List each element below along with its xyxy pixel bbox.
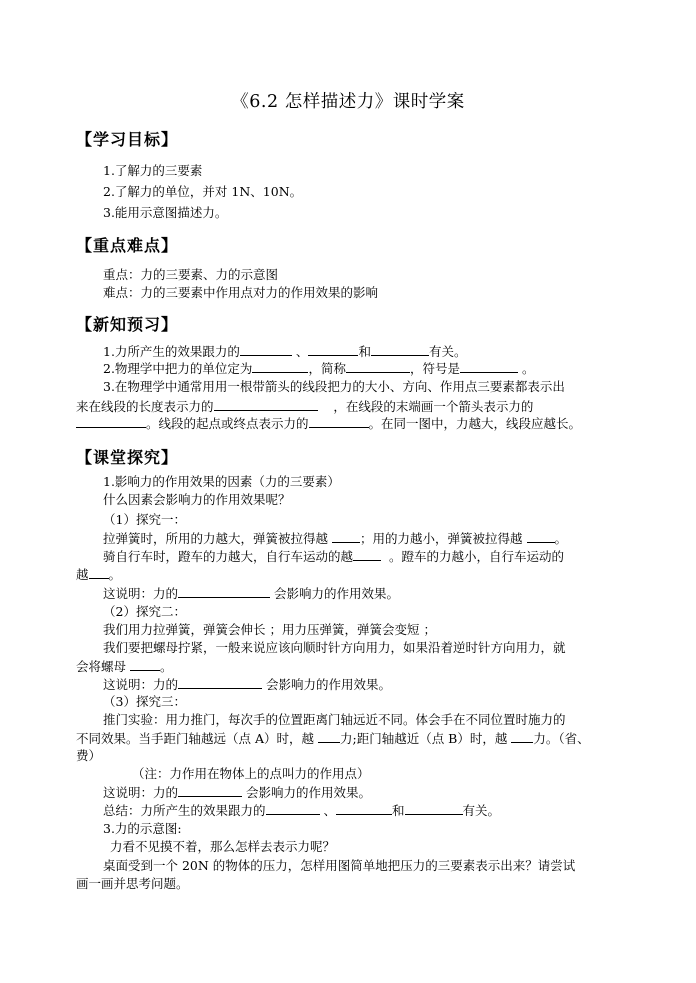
text: 力。（省、: [533, 731, 590, 746]
answer-blank[interactable]: [511, 729, 533, 743]
q2-text-b: ，简称: [308, 361, 346, 376]
text: 会影响力的作用效果。: [274, 586, 400, 601]
answer-blank[interactable]: [336, 801, 392, 815]
answer-blank[interactable]: [460, 359, 518, 373]
q3-text-b: ，在线段的末端画一个箭头表示力的: [333, 399, 534, 414]
q1-text-c: 和: [358, 344, 371, 359]
answer-blank[interactable]: [353, 547, 381, 561]
q2-text-a: 2.物理学中把力的单位定为: [103, 361, 253, 376]
text: 不同效果。当手距门轴越远（点 A）时，越: [76, 731, 315, 746]
text: 会将螺母: [76, 659, 127, 674]
text: ；用的力越小，弹簧被拉得越: [360, 531, 523, 546]
explore-line: 力看不见摸不着，那么怎样去表示力呢？: [110, 839, 336, 854]
answer-blank[interactable]: [130, 657, 160, 671]
section-heading-explore: 【课堂探究】: [76, 448, 179, 467]
text: 有关。: [462, 803, 501, 818]
answer-blank[interactable]: [346, 359, 410, 373]
answer-blank[interactable]: [309, 414, 369, 428]
answer-blank[interactable]: [318, 729, 340, 743]
explore-line: 1.影响力的作用效果的因素（力的三要素）: [103, 474, 340, 489]
text: 这说明：力的: [103, 586, 179, 601]
explore-3-line: 推门实验：用力推门，每次手的位置距离门轴远近不同。体会手在不同位置时施力的: [103, 712, 566, 727]
goal-item: 1.了解力的三要素: [103, 163, 203, 178]
answer-blank[interactable]: [308, 342, 358, 356]
answer-blank[interactable]: [89, 565, 109, 579]
explore-1-label: （1）探究一：: [103, 512, 186, 527]
section-heading-goals: 【学习目标】: [76, 130, 179, 149]
answer-blank[interactable]: [527, 529, 555, 543]
text: 会影响力的作用效果。: [266, 677, 392, 692]
explore-3-note: （注：力作用在物体上的点叫力的作用点）: [132, 766, 370, 781]
q1-text-a: 1.力所产生的效果跟力的: [103, 344, 240, 359]
text: 总结：力所产生的效果跟力的: [103, 803, 266, 818]
answer-blank[interactable]: [178, 675, 262, 689]
answer-blank[interactable]: [214, 397, 318, 411]
goal-item: 3.能用示意图描述力。: [103, 205, 228, 220]
explore-line: 画一画并思考问题。: [76, 876, 189, 891]
explore-line: 什么因素会影响力的作用效果呢？: [103, 492, 291, 507]
preview-q3-line1: 3.在物理学中通常用用一根带箭头的线段把力的大小、方向、作用点三要素都表示出: [103, 379, 565, 394]
answer-blank[interactable]: [240, 342, 292, 356]
text: 。: [554, 531, 568, 546]
explore-2-line: 我们要把螺母拧紧，一般来说应该向顺时针方向用力，如果沿着逆时针方向用力，就: [103, 640, 566, 655]
section-heading-key: 【重点难点】: [76, 236, 179, 255]
answer-blank[interactable]: [178, 584, 270, 598]
text: 。蹬车的力越小，自行车运动的: [388, 549, 564, 564]
goal-item: 2.了解力的单位，并对 1N、10N。: [103, 184, 303, 199]
explore-summary: [103, 801, 500, 820]
preview-q3-line3: [76, 414, 581, 433]
explore-line: 桌面受到一个 20N 的物体的压力，怎样用图简单地把压力的三要素表示出来？请尝试: [103, 858, 576, 873]
explore-2-nut: [76, 657, 173, 676]
explore-3-label: （3）探究三：: [103, 694, 186, 709]
text: 。: [160, 659, 173, 674]
explore-2-line: 我们用力拉弹簧，弹簧会伸长 ；用力压弹簧，弹簧会变短 ；: [103, 622, 436, 637]
answer-blank[interactable]: [266, 801, 320, 815]
text: 拉弹簧时，所用的力越大，弹簧被拉得越: [103, 531, 329, 546]
text: 、: [323, 803, 337, 818]
explore-3-door: [76, 729, 590, 748]
answer-blank[interactable]: [252, 359, 308, 373]
q3-text-c: 。线段的起点或终点表示力的: [146, 416, 309, 431]
q1-text-d: 有关。: [428, 344, 467, 359]
answer-blank[interactable]: [371, 342, 429, 356]
explore-3-conclusion: [103, 783, 371, 802]
text: 会影响力的作用效果。: [246, 785, 372, 800]
q3-text-d: 。在同一图中，力越大，线段应越长。: [368, 416, 582, 431]
explore-1-bike: [103, 547, 564, 566]
answer-blank[interactable]: [76, 414, 146, 428]
explore-1-bike-cont: [76, 565, 121, 584]
text: 。: [108, 567, 122, 582]
text: 骑自行车时，蹬车的力越大，自行车运动的越: [103, 549, 354, 564]
explore-2-label: （2）探究二：: [103, 604, 186, 619]
text: 和: [392, 803, 405, 818]
text: 这说明：力的: [103, 677, 179, 692]
page-title: 《6.2 怎样描述力》课时学案: [231, 92, 465, 112]
section-heading-preview: 【新知预习】: [76, 315, 179, 334]
answer-blank[interactable]: [178, 783, 242, 797]
explore-1-spring: [103, 529, 567, 548]
explore-line: 3.力的示意图:: [103, 821, 182, 836]
text: 力;距门轴越近（点 B）时，越: [340, 731, 508, 746]
q3-text-a: 来在线段的长度表示力的: [76, 399, 214, 414]
answer-blank[interactable]: [405, 801, 463, 815]
explore-3-door-cont: 费）: [76, 748, 102, 763]
q2-text-c: ，符号是: [409, 361, 460, 376]
key-item: 重点：力的三要素、力的示意图: [103, 267, 279, 282]
q1-text-b: 、: [295, 344, 309, 359]
preview-q2: [103, 359, 534, 378]
explore-1-conclusion: [103, 584, 399, 603]
text: 这说明：力的: [103, 785, 179, 800]
text: 越: [76, 567, 89, 582]
key-item: 难点：力的三要素中作用点对力的作用效果的影响: [103, 285, 379, 300]
answer-blank[interactable]: [332, 529, 360, 543]
explore-2-conclusion: [103, 675, 391, 694]
q2-text-d: 。: [521, 361, 535, 376]
